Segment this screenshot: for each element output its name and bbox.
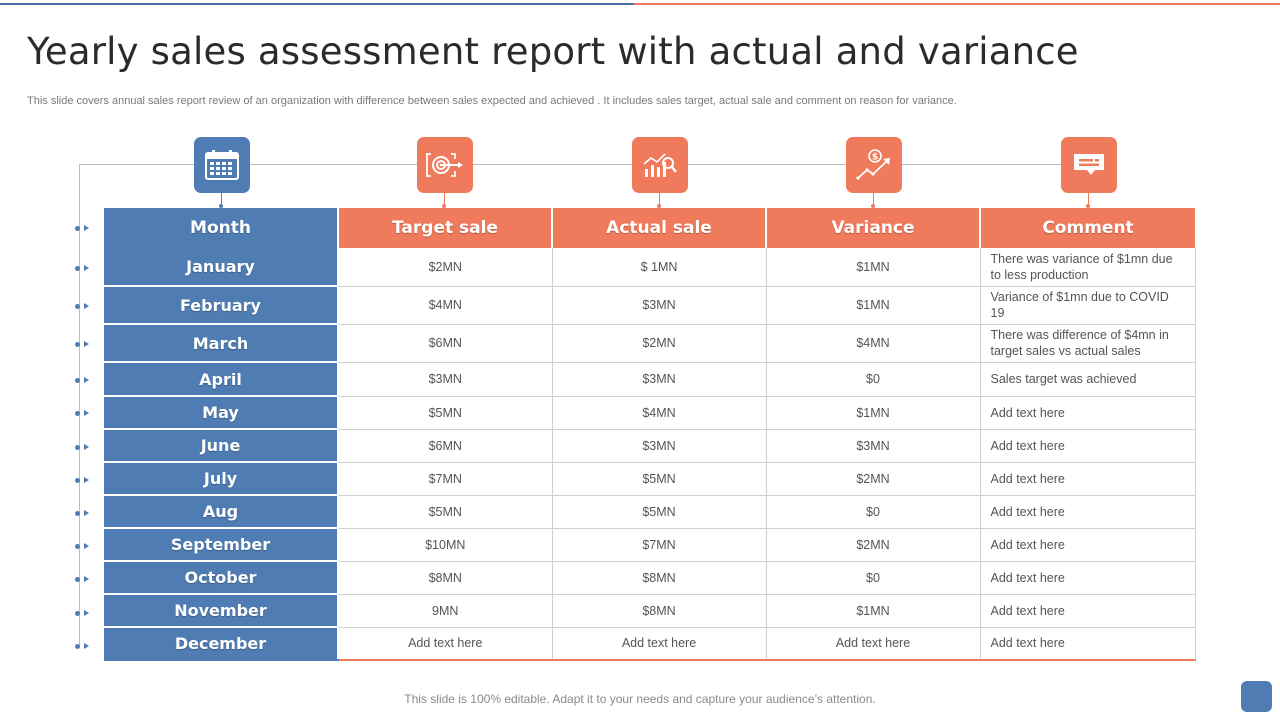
- table-row: [104, 495, 1195, 528]
- variance-cell: $0: [766, 495, 980, 528]
- table-row: [104, 362, 1195, 396]
- variance-cell: $1MN: [766, 286, 980, 324]
- month-cell: May: [104, 396, 338, 429]
- actual-cell: $3MN: [552, 362, 766, 396]
- target-cell: $6MN: [338, 324, 552, 362]
- month-cell: December: [104, 627, 338, 660]
- comment-cell: Add text here: [980, 495, 1195, 528]
- corner-badge: [1241, 681, 1272, 712]
- page-title: Yearly sales assessment report with actual and variance: [27, 30, 1079, 73]
- variance-cell: $4MN: [766, 324, 980, 362]
- comment-cell: Add text here: [980, 396, 1195, 429]
- table-row: [104, 429, 1195, 462]
- month-cell: November: [104, 594, 338, 627]
- top-accent-bar-blue: [0, 3, 634, 5]
- table-row: [104, 286, 1195, 324]
- actual-icon-box: [632, 137, 688, 193]
- actual-cell: $7MN: [552, 528, 766, 561]
- actual-cell: $4MN: [552, 396, 766, 429]
- target-cell: $10MN: [338, 528, 552, 561]
- target-cell: $4MN: [338, 286, 552, 324]
- month-cell: September: [104, 528, 338, 561]
- table-header-row: [104, 208, 1195, 248]
- target-cell: $8MN: [338, 561, 552, 594]
- comment-icon: [1071, 150, 1107, 180]
- actual-cell: $3MN: [552, 286, 766, 324]
- actual-cell: $5MN: [552, 495, 766, 528]
- variance-cell: Add text here: [766, 627, 980, 660]
- footer-note: This slide is 100% editable. Adapt it to your needs and capture your audience’s attention.: [404, 692, 876, 706]
- header-target-sale: Target sale: [338, 208, 552, 248]
- top-accent-bar-orange: [634, 3, 1280, 5]
- variance-cell: $1MN: [766, 594, 980, 627]
- connector-line-left: [79, 164, 80, 646]
- target-icon-box: [417, 137, 473, 193]
- target-cell: $2MN: [338, 248, 552, 286]
- month-cell: January: [104, 248, 338, 286]
- sales-table: [104, 208, 1196, 661]
- actual-cell: $2MN: [552, 324, 766, 362]
- target-cell: $5MN: [338, 396, 552, 429]
- target-cell: $5MN: [338, 495, 552, 528]
- comment-icon-box: [1061, 137, 1117, 193]
- header-variance: Variance: [766, 208, 980, 248]
- comment-cell: Add text here: [980, 528, 1195, 561]
- month-cell: July: [104, 462, 338, 495]
- calendar-icon: [204, 149, 240, 181]
- target-cell: $7MN: [338, 462, 552, 495]
- month-cell: April: [104, 362, 338, 396]
- target-cell: $6MN: [338, 429, 552, 462]
- variance-cell: $2MN: [766, 528, 980, 561]
- variance-cell: $3MN: [766, 429, 980, 462]
- month-cell: June: [104, 429, 338, 462]
- table-row: [104, 248, 1195, 286]
- month-cell: February: [104, 286, 338, 324]
- chart-search-icon: [641, 149, 679, 181]
- header-actual-sale: Actual sale: [552, 208, 766, 248]
- table-row: [104, 324, 1195, 362]
- comment-cell: Add text here: [980, 594, 1195, 627]
- header-month: Month: [104, 208, 338, 248]
- comment-cell: Add text here: [980, 561, 1195, 594]
- variance-cell: $0: [766, 362, 980, 396]
- target-cell: $3MN: [338, 362, 552, 396]
- page-subtitle: This slide covers annual sales report review of an organization with difference between sales expected and achieved . It includes sales target, actual sale and comment on reason for variance.: [27, 95, 957, 107]
- month-icon-box: [194, 137, 250, 193]
- variance-icon-box: [846, 137, 902, 193]
- table-row: [104, 396, 1195, 429]
- month-cell: March: [104, 324, 338, 362]
- table-row: [104, 594, 1195, 627]
- table-row: [104, 561, 1195, 594]
- table-row: [104, 462, 1195, 495]
- actual-cell: $5MN: [552, 462, 766, 495]
- header-comment: Comment: [980, 208, 1195, 248]
- variance-cell: $0: [766, 561, 980, 594]
- actual-cell: $8MN: [552, 594, 766, 627]
- target-cell: Add text here: [338, 627, 552, 660]
- comment-cell: Add text here: [980, 462, 1195, 495]
- actual-cell: $8MN: [552, 561, 766, 594]
- variance-cell: $2MN: [766, 462, 980, 495]
- month-cell: Aug: [104, 495, 338, 528]
- comment-cell: Add text here: [980, 429, 1195, 462]
- table-row: [104, 528, 1195, 561]
- actual-cell: $ 1MN: [552, 248, 766, 286]
- actual-cell: Add text here: [552, 627, 766, 660]
- comment-cell: Sales target was achieved: [980, 362, 1195, 396]
- actual-cell: $3MN: [552, 429, 766, 462]
- target-icon: [425, 150, 465, 180]
- target-cell: 9MN: [338, 594, 552, 627]
- table-row: [104, 627, 1195, 660]
- month-cell: October: [104, 561, 338, 594]
- comment-cell: Variance of $1mn due to COVID 19: [980, 286, 1195, 324]
- dollar-trend-icon: [855, 148, 893, 182]
- comment-cell: There was difference of $4mn in target sales vs actual sales: [980, 324, 1195, 362]
- comment-cell: Add text here: [980, 627, 1195, 660]
- comment-cell: There was variance of $1mn due to less production: [980, 248, 1195, 286]
- svg-text:$: $: [871, 152, 879, 163]
- variance-cell: $1MN: [766, 396, 980, 429]
- variance-cell: $1MN: [766, 248, 980, 286]
